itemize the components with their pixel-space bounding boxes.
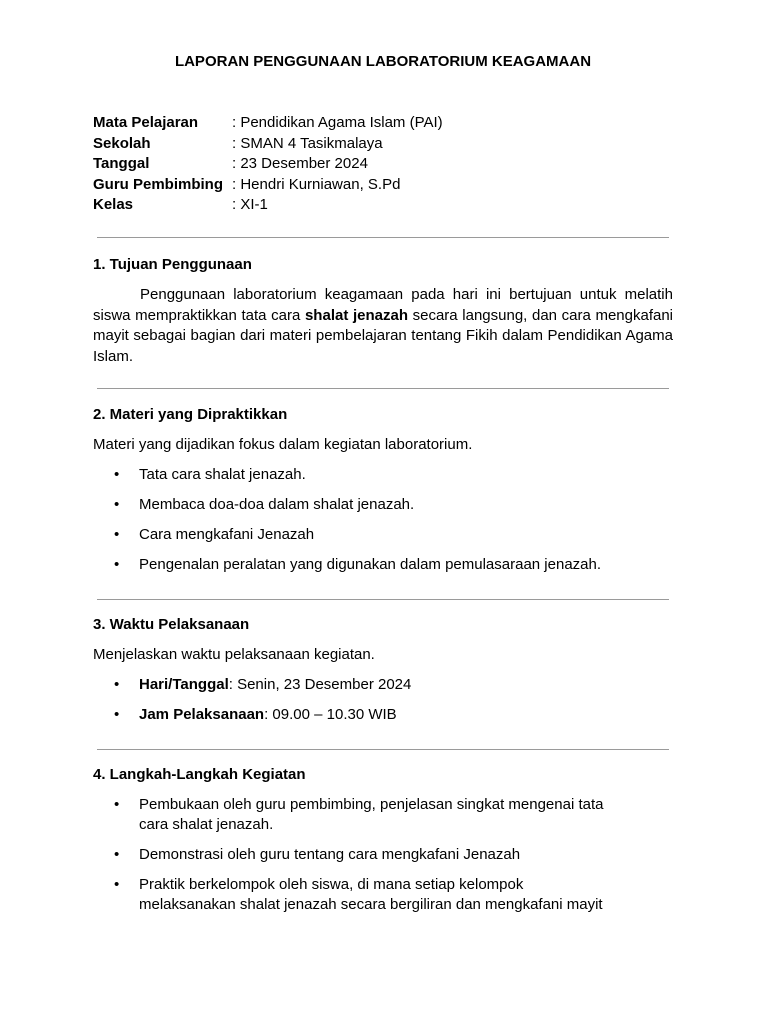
- bullet-icon: •: [114, 706, 120, 723]
- section-intro: Materi yang dijadikan fokus dalam kegiatan laboratorium.: [93, 436, 473, 453]
- info-row: [93, 154, 443, 175]
- list-item-text: Demonstrasi oleh guru tentang cara mengkafani Jenazah: [139, 846, 521, 863]
- list-item-text: Cara mengkafani Jenazah: [139, 526, 315, 543]
- paragraph-text: Penggunaan laboratorium keagamaan pada hari ini bertujuan untuk melatih siswa mempraktikkan tata cara: [93, 286, 673, 324]
- divider: [97, 237, 669, 238]
- list-item: [93, 705, 673, 725]
- list-item: [93, 845, 613, 865]
- paragraph-text: secara langsung, dan cara mengkafani mayit sebagai bagian dari materi pembelajaran tentang Fikih dalam Pendidikan Agama Islam.: [93, 306, 674, 365]
- list-item-label: Jam Pelaksanaan: [139, 706, 265, 723]
- info-value: : Hendri Kurniawan, S.Pd: [232, 175, 401, 193]
- divider: [97, 599, 669, 600]
- paragraph-bold-text: shalat jenazah: [304, 306, 408, 324]
- document-title: LAPORAN PENGGUNAAN LABORATORIUM KEAGAMAAN: [174, 53, 592, 70]
- section-materi: [93, 405, 673, 575]
- list-item-text: Pengenalan peralatan yang digunakan dalam pemulasaraan jenazah.: [139, 556, 602, 573]
- info-row: [93, 134, 443, 155]
- bullet-icon: •: [114, 876, 120, 893]
- section-heading: 4. Langkah-Langkah Kegiatan: [93, 766, 306, 783]
- section-langkah: [93, 765, 673, 915]
- bullet-icon: •: [114, 796, 120, 813]
- list-item: [93, 495, 673, 515]
- list-item-text: Tata cara shalat jenazah.: [139, 466, 306, 483]
- info-label: Guru Pembimbing: [93, 175, 224, 193]
- list-item-text: Pembukaan oleh guru pembimbing, penjelasan singkat mengenai tata cara shalat jenazah.: [139, 796, 604, 833]
- info-row: [93, 175, 443, 196]
- info-value: : 23 Desember 2024: [232, 155, 368, 172]
- list-item-text: Praktik berkelompok oleh siswa, di mana setiap kelompok melaksanakan shalat jenazah secara bergiliran dan mengkafani mayit: [139, 876, 603, 913]
- list-item-text: Membaca doa-doa dalam shalat jenazah.: [139, 496, 415, 513]
- materi-list: [93, 465, 673, 575]
- list-item: [93, 795, 613, 835]
- bullet-icon: •: [114, 676, 120, 693]
- info-value: : Pendidikan Agama Islam (PAI): [232, 114, 443, 131]
- section-heading: 3. Waktu Pelaksanaan: [93, 616, 250, 633]
- list-item-value: : Senin, 23 Desember 2024: [228, 676, 412, 693]
- list-item-value: : 09.00 – 10.30 WIB: [264, 706, 397, 723]
- section-intro: Menjelaskan waktu pelaksanaan kegiatan.: [93, 646, 375, 663]
- info-row: [93, 113, 443, 134]
- divider: [97, 388, 669, 389]
- bullet-icon: •: [114, 556, 120, 573]
- info-value: : XI-1: [232, 196, 268, 213]
- list-item: [93, 875, 613, 915]
- list-item-label: Hari/Tanggal: [139, 676, 229, 693]
- list-item: [93, 525, 673, 545]
- divider: [97, 749, 669, 750]
- section-heading: 1. Tujuan Penggunaan: [93, 256, 252, 273]
- bullet-icon: •: [114, 466, 120, 483]
- bullet-icon: •: [114, 526, 120, 543]
- section-tujuan: [93, 255, 673, 367]
- langkah-list: [93, 795, 673, 915]
- bullet-icon: •: [114, 496, 120, 513]
- info-label: Mata Pelajaran: [93, 114, 199, 131]
- list-item: [93, 465, 673, 485]
- section-paragraph: [93, 285, 673, 367]
- info-table: [93, 113, 443, 216]
- list-item: [93, 675, 673, 695]
- list-item: [93, 555, 673, 575]
- section-waktu: [93, 615, 673, 725]
- info-label: Tanggal: [93, 155, 150, 172]
- info-row: [93, 195, 443, 216]
- waktu-list: [93, 675, 673, 725]
- info-label: Sekolah: [93, 134, 151, 152]
- section-heading: 2. Materi yang Dipraktikkan: [93, 406, 288, 423]
- bullet-icon: •: [114, 846, 120, 863]
- info-label: Kelas: [93, 196, 134, 213]
- info-value: : SMAN 4 Tasikmalaya: [232, 134, 383, 152]
